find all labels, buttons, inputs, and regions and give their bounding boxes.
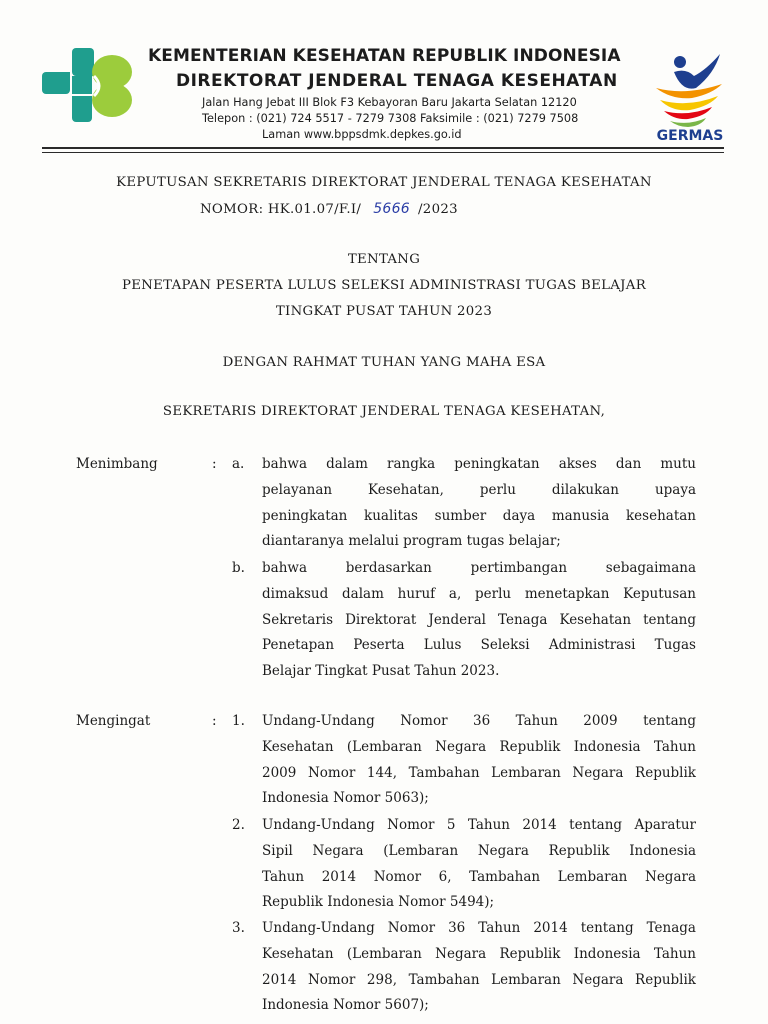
text-line: Penetapan Peserta Lulus Seleksi Administrasi Tugas [262, 637, 696, 654]
website-line: Laman www.bppsdmk.depkes.go.id [262, 128, 462, 141]
text-line: Sekretaris Direktorat Jenderal Tenaga Kesehatan tentang [262, 611, 696, 628]
mengingat-label: Mengingat [76, 713, 151, 729]
issuer-line: SEKRETARIS DIREKTORAT JENDERAL TENAGA KESEHATAN, [162, 404, 606, 419]
mengingat-colon: : [212, 713, 217, 729]
text-line: bahwa dalam rangka peningkatan akses dan mutu [262, 456, 696, 472]
text-line: Undang-Undang Nomor 36 Tahun 2009 tentang [262, 713, 696, 729]
text-line: Belajar Tingkat Pusat Tahun 2023. [262, 663, 500, 680]
mengingat-marker-2: 2. [232, 817, 245, 833]
text-line: Kesehatan (Lembaran Negara Republik Indonesia Tahun [262, 738, 696, 755]
mengingat-item-3 [262, 916, 696, 1019]
text-line: pelayanan Kesehatan, perlu dilakukan upaya [262, 481, 696, 498]
decree-number-prefix: NOMOR: HK.01.07/F.I/ [200, 202, 362, 217]
text-line: Indonesia Nomor 5607); [262, 997, 429, 1014]
address-line: Jalan Hang Jebat III Blok F3 Kebayoran Baru Jakarta Selatan 12120 [202, 96, 577, 109]
menimbang-colon: : [212, 456, 217, 472]
text-line: dimaksud dalam huruf a, perlu menetapkan Keputusan [262, 585, 696, 602]
text-line: Sipil Negara (Lembaran Negara Republik Indonesia [262, 842, 696, 859]
ministry-logo-icon [40, 46, 136, 126]
menimbang-marker-b: b. [232, 560, 245, 576]
subject-line-2: TINGKAT PUSAT TAHUN 2023 [275, 304, 493, 319]
directorate-name: DIREKTORAT JENDERAL TENAGA KESEHATAN [176, 71, 618, 91]
mengingat-item-1 [262, 709, 696, 812]
header-divider-thin [42, 152, 724, 153]
text-line: diantaranya melalui program tugas belajar; [262, 533, 561, 550]
germas-label: GERMAS [656, 128, 724, 144]
menimbang-item-a [262, 452, 696, 555]
header-divider [42, 147, 724, 149]
mengingat-item-2 [262, 813, 696, 916]
phone-line: Telepon : (021) 724 5517 - 7279 7308 Faksimile : (021) 7279 7508 [202, 112, 579, 125]
decree-number-handwritten: 5666 [373, 201, 411, 217]
text-line: peningkatan kualitas sumber daya manusia kesehatan [262, 507, 696, 524]
mengingat-marker-3: 3. [232, 920, 245, 936]
text-line: 2014 Nomor 298, Tambahan Lembaran Negara Republik [262, 971, 696, 988]
text-line: Undang-Undang Nomor 5 Tahun 2014 tentang Aparatur [262, 817, 696, 833]
subject-line-1: PENETAPAN PESERTA LULUS SELEKSI ADMINISTRASI TUGAS BELAJAR [121, 278, 647, 293]
text-line: Undang-Undang Nomor 36 Tahun 2014 tentang Tenaga [262, 920, 696, 936]
decree-number [200, 201, 458, 217]
menimbang-label: Menimbang [76, 456, 158, 472]
text-line: 2009 Nomor 144, Tambahan Lembaran Negara Republik [262, 764, 696, 781]
tentang-heading: TENTANG [347, 252, 421, 267]
text-line: Indonesia Nomor 5063); [262, 790, 429, 807]
decree-title: KEPUTUSAN SEKRETARIS DIREKTORAT JENDERAL TENAGA KESEHATAN [116, 175, 652, 190]
mengingat-marker-1: 1. [232, 713, 245, 729]
text-line: Republik Indonesia Nomor 5494); [262, 894, 495, 911]
menimbang-item-b [262, 556, 696, 685]
menimbang-marker-a: a. [232, 456, 245, 472]
text-line: Tahun 2014 Nomor 6, Tambahan Lembaran Negara [262, 868, 696, 885]
text-line: bahwa berdasarkan pertimbangan sebagaimana [262, 560, 696, 576]
decree-number-suffix: /2023 [418, 202, 458, 217]
text-line: Kesehatan (Lembaran Negara Republik Indonesia Tahun [262, 945, 696, 962]
ministry-name: KEMENTERIAN KESEHATAN REPUBLIK INDONESIA [148, 46, 621, 66]
rahmat-line: DENGAN RAHMAT TUHAN YANG MAHA ESA [222, 355, 546, 370]
